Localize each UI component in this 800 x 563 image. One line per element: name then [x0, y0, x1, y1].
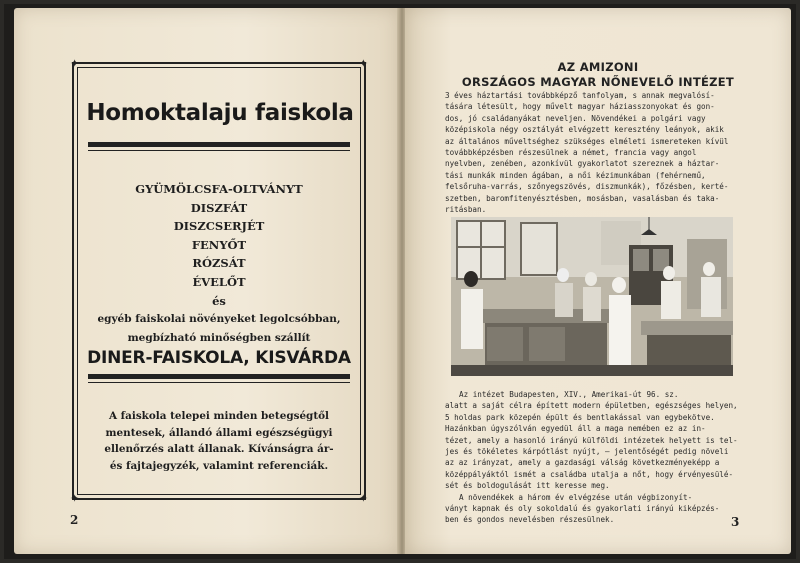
- paragraph: 3 éves háztartási továbbképző tanfolyam, s annak megvalósí- tására létesült, hogy művelt magyar háziasszonyokat és gon- dos, jó családanyákat neveljen. Növendékei a polgári vagy középiskola négy osztályát elvégzett keresztény leányok, akik az általános műveltséghez szükséges elméleti ismereteken kívül továbbképzésben részesülnek a német, francia vagy angol nyelvben, zenében, azonkívül gyakorlatot szereznek a háztar- tási munkák minden ágában, a női kézimunkában (fehérnemű, felsőruha-varrás, szőnyegszövés, diszmunkák), főzésben, kerté- szetben, baromfitenyésztésben, mosásban, vasalásban és taka- ritásban.: [445, 91, 729, 215]
- divider: [88, 142, 350, 147]
- photo-illustration: [451, 217, 733, 376]
- advertisement-frame: [70, 57, 368, 505]
- list-item: egyéb faiskolai növényeket legolcsóbban,: [97, 313, 341, 326]
- list-item: GYÜMÖLCSFA-OLTVÁNYT: [135, 182, 303, 196]
- page-number: 3: [731, 515, 740, 529]
- corner-ornament-icon: ✦: [70, 57, 80, 70]
- page-number: 2: [70, 513, 79, 527]
- kitchen-classroom-photo: [451, 217, 733, 376]
- list-item: DISZCSERJÉT: [173, 219, 265, 234]
- list-item: RÓZSÁT: [192, 256, 246, 271]
- company-name: DINER-FAISKOLA, KISVÁRDA: [87, 348, 351, 368]
- product-list: [84, 180, 354, 347]
- list-item: megbízható minőségben szállít: [127, 331, 311, 344]
- page-subtitle: ORSZÁGOS MAGYAR NŐNEVELŐ INTÉZET: [461, 75, 735, 89]
- book-spread: [4, 4, 796, 559]
- corner-ornament-icon: ✦: [358, 492, 368, 505]
- divider: [88, 374, 350, 379]
- divider: [88, 150, 350, 151]
- page-title: AZ AMIZONI: [557, 60, 639, 74]
- list-item: és: [212, 293, 226, 308]
- list-item: DISZFÁT: [190, 200, 248, 215]
- list-item: ÉVELŐT: [192, 274, 246, 289]
- ad-title: Homoktalaju faiskola: [86, 100, 354, 126]
- corner-ornament-icon: ✦: [358, 57, 368, 70]
- left-page: [14, 8, 399, 554]
- right-page: [405, 8, 791, 554]
- list-item: FENYŐT: [191, 237, 247, 252]
- ad-note: A faiskola telepei minden betegségtől mentesek, állandó állami egészségügyi ellenőrzés alatt állanak. Kívánságra ár- és fajtajegyzék, valamint referenciák.: [104, 410, 334, 472]
- divider: [88, 382, 350, 383]
- corner-ornament-icon: ✦: [70, 492, 80, 505]
- paragraph: Az intézet Budapesten, XIV., Amerikai-út 96. sz. alatt a saját célra épített modern épületben, egészséges helyen, 5 holdas park közepén épült és bentlakással van egybekötve. Hazánkban úgyszólván egyedül áll a maga nemében ez az in- tézet, amely a hasonló irányú külföldi intézetek helyett is tel- jes és tökéletes kárpótlást nyújt, — jelentőségét pedig növeli az az irányzat, amely a gazdasági válság következményeképp a középpályáktól ismét a családba utalja a nőt, hogy érvényesülé- sét és boldogulását itt keresse meg. A növendékek a három év elvégzése után végbizonyít- ványt kapnak és oly sokoldalú és gyakorlati irányú kiképzés- ben és gondos nevelésben részesülnek.: [445, 390, 738, 525]
